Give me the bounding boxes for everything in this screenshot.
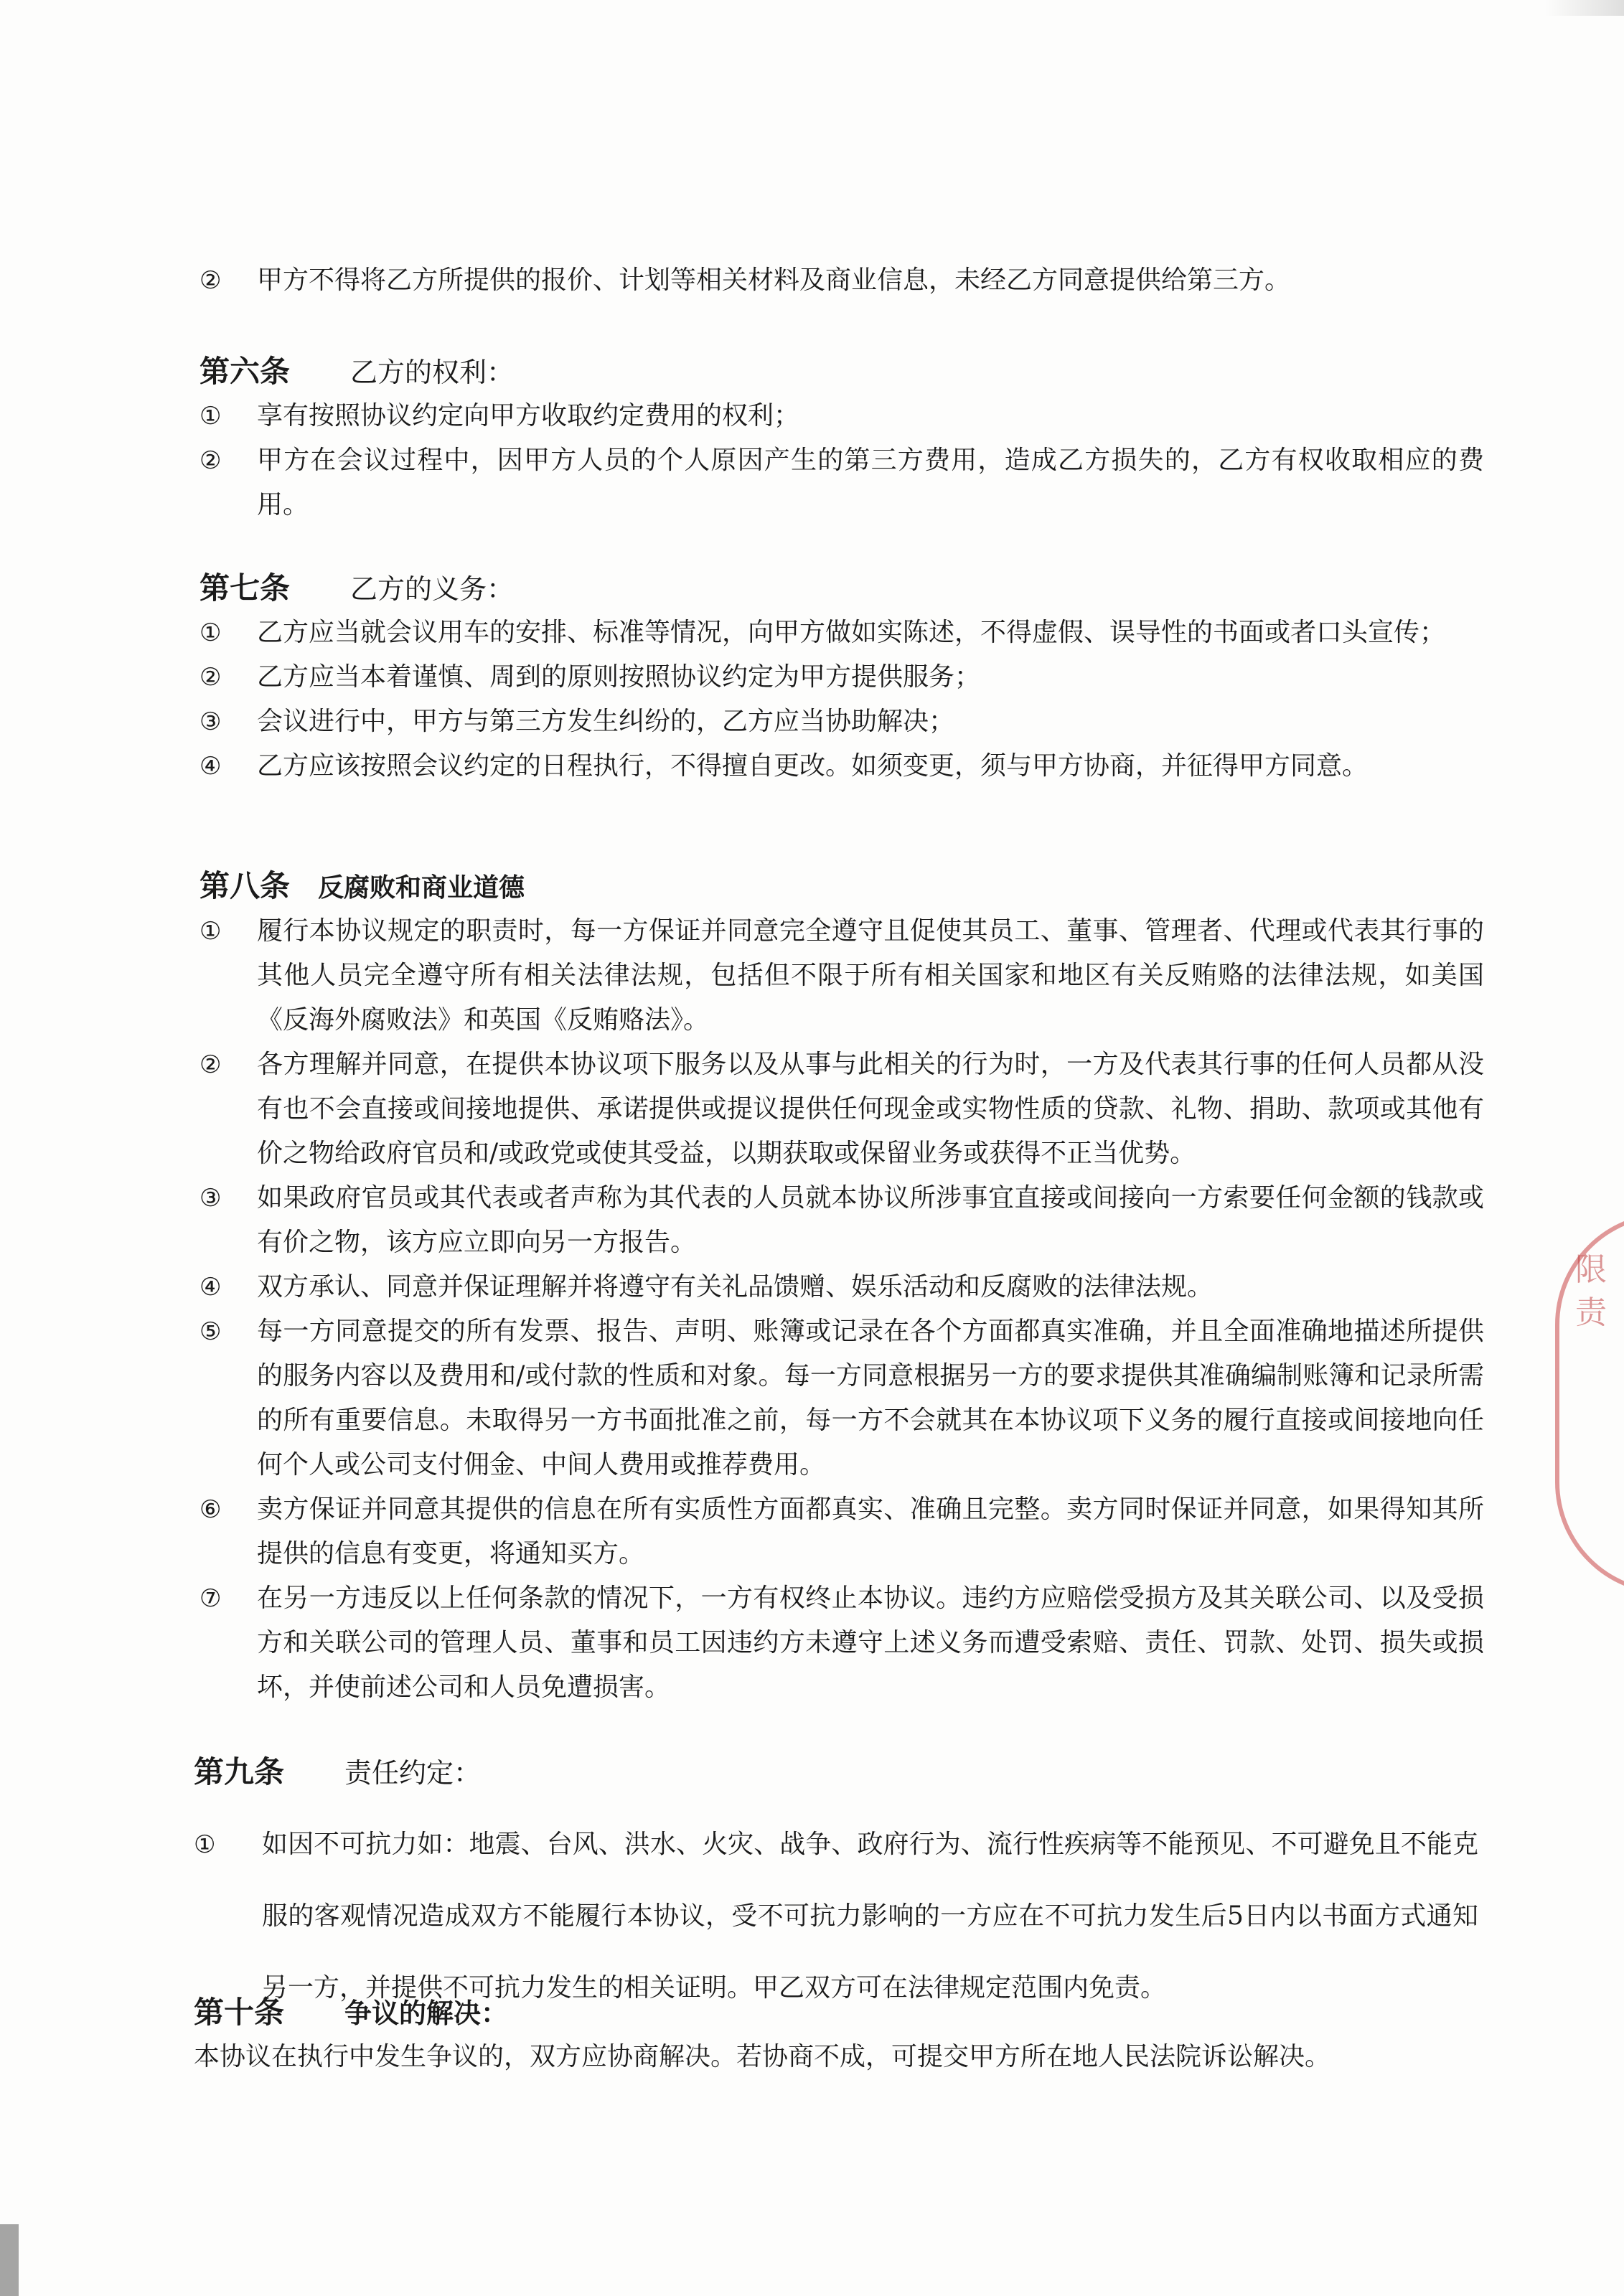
item-text: 各方理解并同意，在提供本协议项下服务以及从事与此相关的行为时，一方及代表其行事的任何人员都从没有也不会直接或间接地提供、承诺提供或提议提供任何现金或实物性质的贷款、礼物、捐助、款项或其他有价之物给政府官员和/或政党或使其受益，以期获取或保留业务或获得不正当优势。 xyxy=(257,1050,1484,1168)
item-marker: ⑤ xyxy=(200,1317,222,1346)
article-10 xyxy=(194,1991,1478,2079)
clause-item xyxy=(200,438,1484,527)
clause-item xyxy=(200,1576,1484,1710)
item-marker: ② xyxy=(200,1050,222,1079)
item-text: 每一方同意提交的所有发票、报告、声明、账簿或记录在各个方面都真实准确，并且全面准确地描述所提供的服务内容以及费用和/或付款的性质和对象。每一方同意根据另一方的要求提供其准确编制账簿和记录所需的所有重要信息。未取得另一方书面批准之前，每一方不会就其在本协议项下义务的履行直接或间接地向任何个人或公司支付佣金、中间人费用或推荐费用。 xyxy=(257,1317,1484,1479)
item-text: 如因不可抗力如：地震、台风、洪水、火灾、战争、政府行为、流行性疾病等不能预见、不可避免且不能克服的客观情况造成双方不能履行本协议，受不可抗力影响的一方应在不可抗力发生后5日内以书面方式通知另一方，并提供不可抗力发生的相关证明。甲乙双方可在法律规定范围内免责。 xyxy=(262,1830,1478,2003)
article-9 xyxy=(194,1751,1478,2024)
clause-item xyxy=(200,258,1484,303)
scan-edge-mark xyxy=(0,2224,19,2296)
article-heading xyxy=(194,1991,1478,2035)
item-text: 双方承认、同意并保证理解并将遵守有关礼品馈赠、娱乐活动和反腐败的法律法规。 xyxy=(257,1272,1214,1302)
article-6 xyxy=(200,350,1484,527)
item-text: 履行本协议规定的职责时，每一方保证并同意完全遵守且促使其员工、董事、管理者、代理或代表其行事的其他人员完全遵守所有相关法律法规，包括但不限于所有相关国家和地区有关反贿赂的法律法规，如美国《反海外腐败法》和英国《反贿赂法》。 xyxy=(257,916,1484,1035)
article-number: 第六条 xyxy=(200,354,291,389)
continued-clause xyxy=(200,258,1484,303)
item-marker: ③ xyxy=(200,707,222,736)
clause-item xyxy=(200,744,1484,789)
item-marker: ① xyxy=(200,618,222,647)
clause-item xyxy=(200,1487,1484,1576)
article-title: 争议的解决： xyxy=(344,1997,509,2029)
article-title: 反腐败和商业道德 xyxy=(318,872,525,903)
clause-item xyxy=(200,611,1484,655)
clause-item xyxy=(200,700,1484,744)
item-marker: ⑦ xyxy=(200,1584,222,1613)
article-title: 责任约定： xyxy=(344,1757,482,1789)
clause-item xyxy=(200,1265,1484,1309)
article-number: 第九条 xyxy=(194,1754,285,1789)
article-number: 第十条 xyxy=(194,1995,285,2030)
item-marker: ④ xyxy=(200,1273,222,1302)
clause-item xyxy=(200,655,1484,700)
article-heading xyxy=(200,865,1484,909)
seal-stamp-text: 限责 xyxy=(1575,1251,1607,1331)
item-text: 享有按照协议约定向甲方收取约定费用的权利； xyxy=(257,401,800,430)
item-text: 乙方应当本着谨慎、周到的原则按照协议约定为甲方提供服务； xyxy=(257,662,981,692)
item-marker: ① xyxy=(200,917,222,946)
item-marker: ③ xyxy=(200,1184,222,1213)
article-heading xyxy=(200,350,1484,394)
item-text: 卖方保证并同意其提供的信息在所有实质性方面都真实、准确且完整。卖方同时保证并同意，如果得知其所提供的信息有变更，将通知买方。 xyxy=(257,1495,1484,1568)
item-text: 乙方应当就会议用车的安排、标准等情况，向甲方做如实陈述，不得虚假、误导性的书面或者口头宣传； xyxy=(257,618,1446,647)
item-text: 如果政府官员或其代表或者声称为其代表的人员就本协议所涉事宜直接或间接向一方索要任何金额的钱款或有价之物，该方应立即向另一方报告。 xyxy=(257,1183,1484,1257)
item-text: 甲方不得将乙方所提供的报价、计划等相关材料及商业信息，未经乙方同意提供给第三方。 xyxy=(257,265,1291,295)
clause-item xyxy=(200,909,1484,1043)
item-marker: ④ xyxy=(200,752,222,781)
item-marker: ① xyxy=(194,1830,216,1859)
scan-edge-shadow xyxy=(1545,0,1624,16)
article-8 xyxy=(200,865,1484,1710)
item-marker: ⑥ xyxy=(200,1495,222,1524)
item-marker: ② xyxy=(200,663,222,692)
item-marker: ② xyxy=(200,446,222,475)
article-number: 第七条 xyxy=(200,570,291,606)
item-text: 乙方应该按照会议约定的日程执行，不得擅自更改。如须变更，须与甲方协商，并征得甲方同意。 xyxy=(257,751,1369,781)
clause-item xyxy=(200,1309,1484,1487)
article-7 xyxy=(200,567,1484,789)
article-body: 本协议在执行中发生争议的，双方应协商解决。若协商不成，可提交甲方所在地人民法院诉讼解决。 xyxy=(194,2042,1331,2071)
item-text: 甲方在会议过程中，因甲方人员的个人原因产生的第三方费用，造成乙方损失的，乙方有权收取相应的费用。 xyxy=(257,446,1484,519)
item-marker: ② xyxy=(200,266,222,295)
article-title: 乙方的权利： xyxy=(350,357,515,388)
clause-item xyxy=(200,1176,1484,1265)
clause-item xyxy=(200,394,1484,438)
article-heading xyxy=(194,1751,1478,1794)
clause-item xyxy=(200,1043,1484,1176)
item-marker: ① xyxy=(200,402,222,430)
article-heading xyxy=(200,567,1484,611)
article-number: 第八条 xyxy=(200,868,291,903)
item-text: 在另一方违反以上任何条款的情况下，一方有权终止本协议。违约方应赔偿受损方及其关联公司、以及受损方和关联公司的管理人员、董事和员工因违约方未遵守上述义务而遭受索赔、责任、罚款、处罚、损失或损坏，并使前述公司和人员免遭损害。 xyxy=(257,1584,1484,1702)
item-text: 会议进行中，甲方与第三方发生纠纷的，乙方应当协助解决； xyxy=(257,707,955,736)
article-title: 乙方的义务： xyxy=(350,573,515,605)
